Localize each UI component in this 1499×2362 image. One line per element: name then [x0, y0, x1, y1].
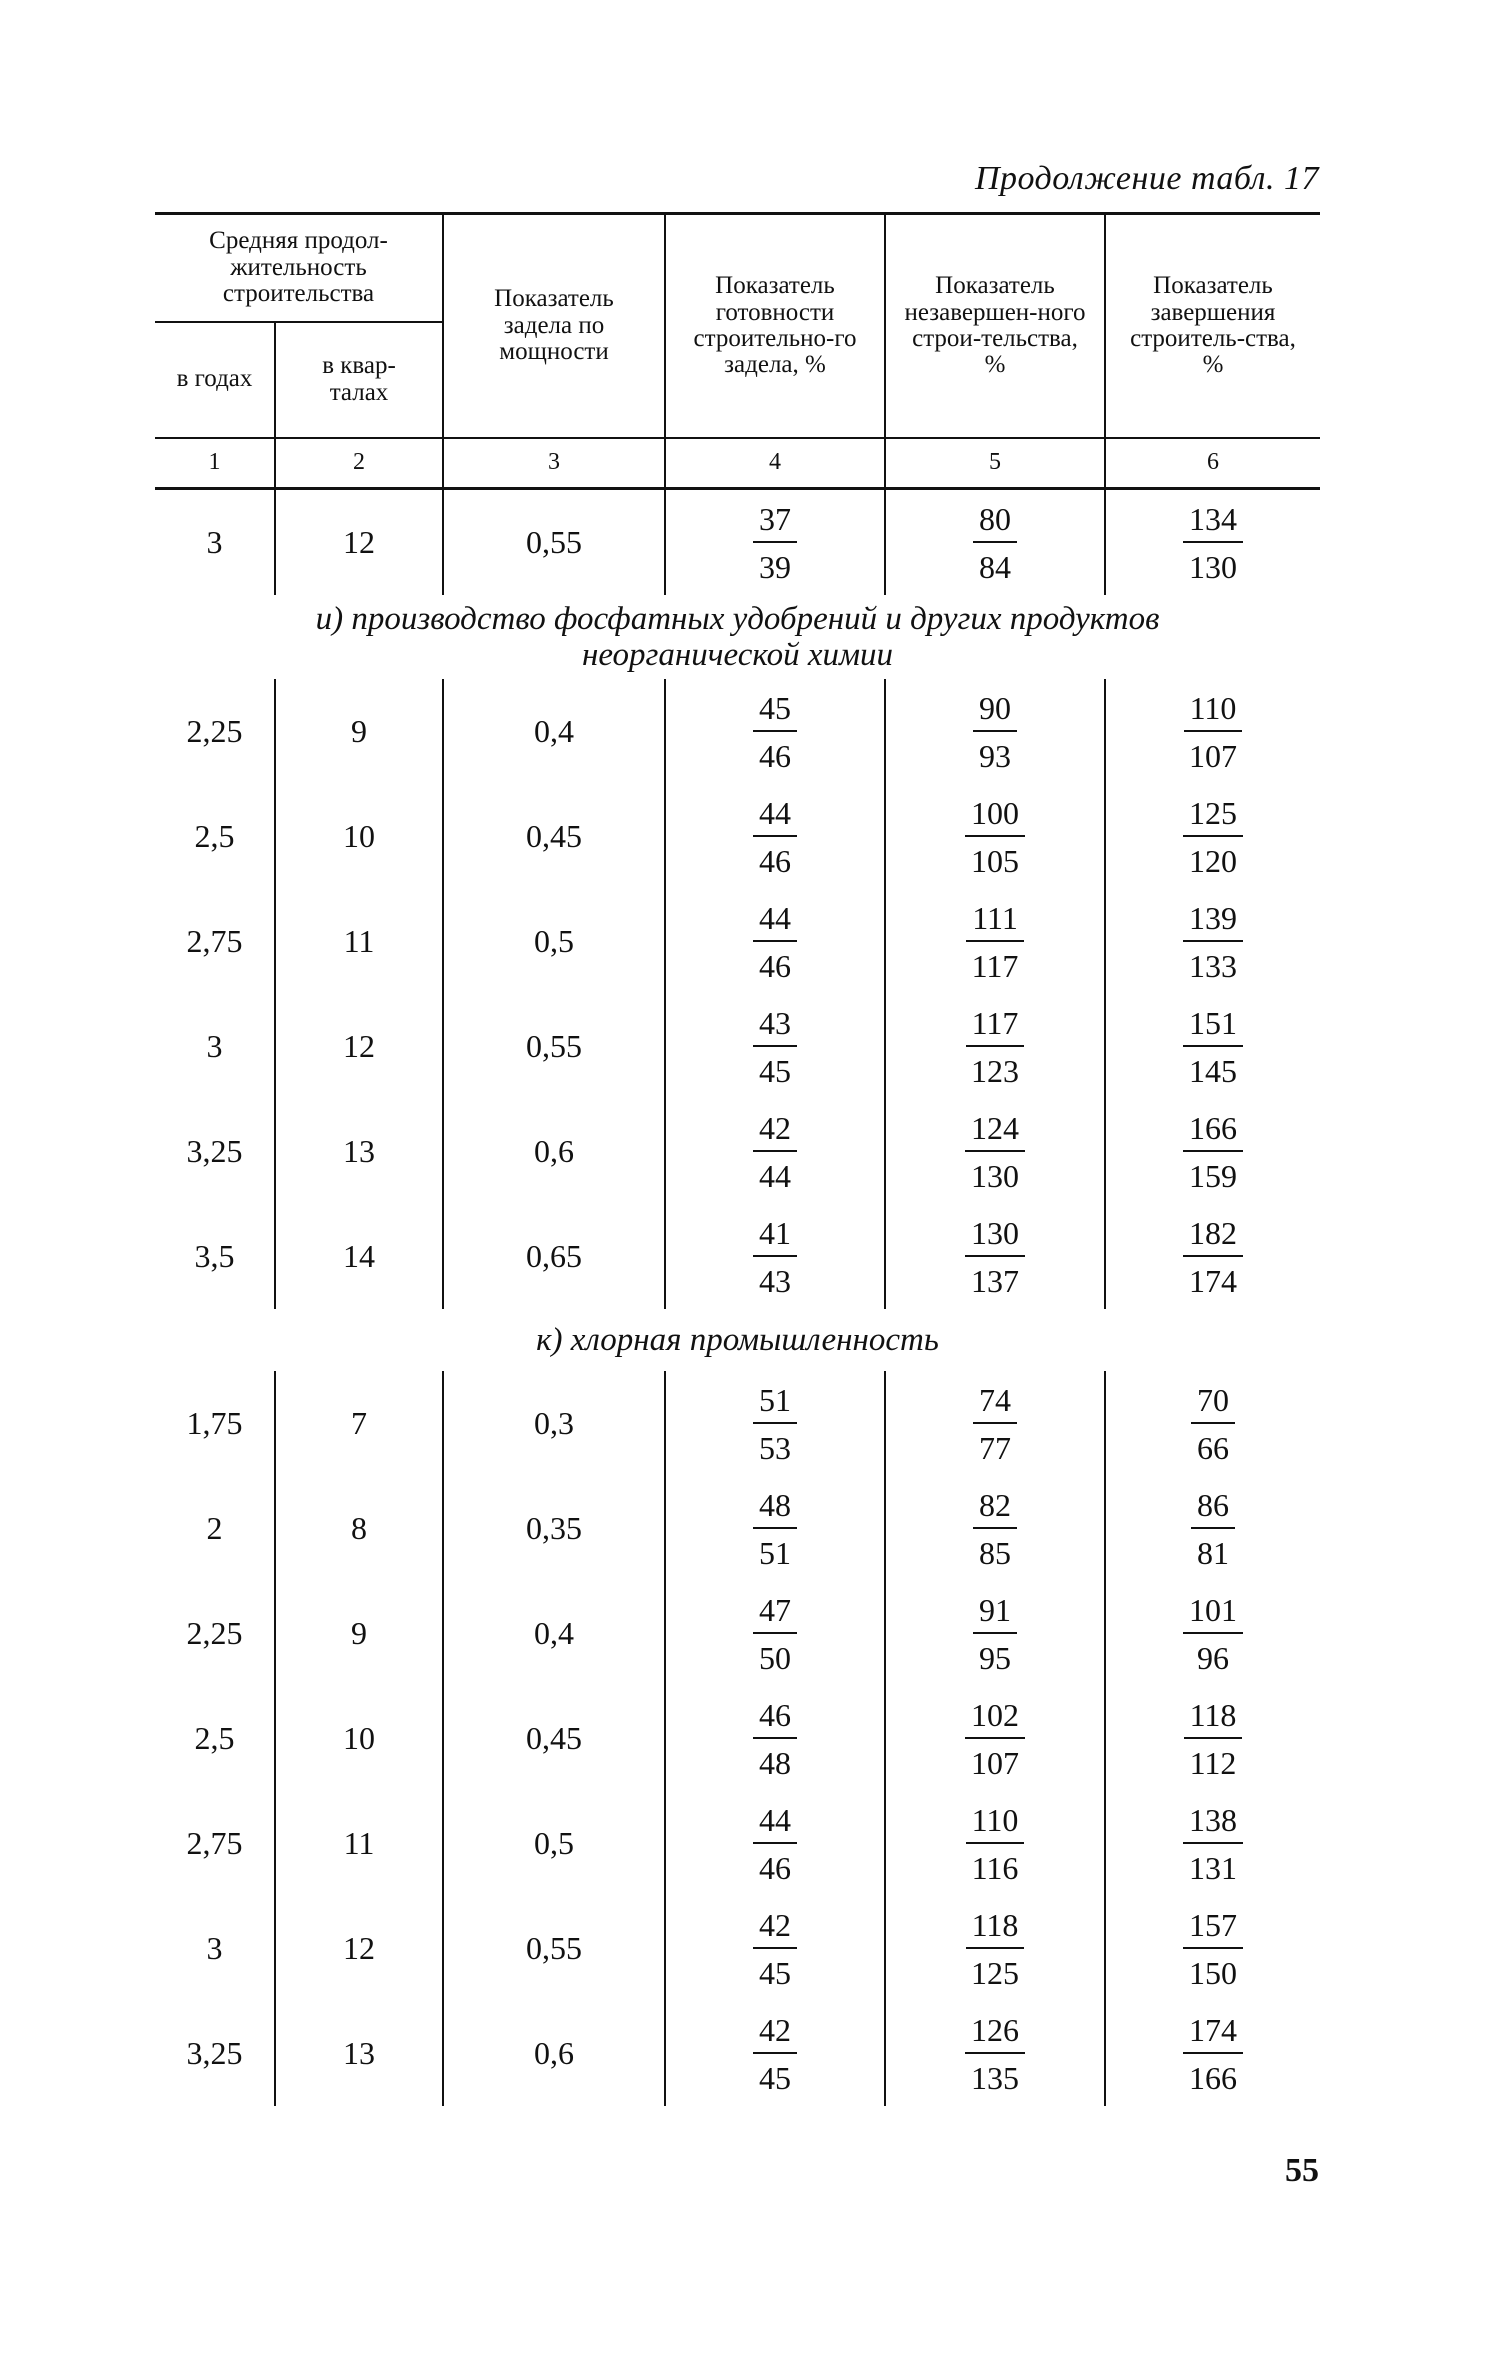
years-cell: 2	[206, 1509, 223, 1546]
denominator: 96	[1197, 1640, 1229, 1676]
numerator: 118	[966, 1905, 1025, 1949]
unfinished-cell	[885, 488, 1105, 595]
unfinished-cell	[885, 889, 1105, 994]
fraction	[1183, 1108, 1243, 1194]
numerator: 45	[753, 688, 797, 732]
denominator: 93	[979, 738, 1011, 774]
unfinished-cell	[885, 679, 1105, 784]
capacity-cell: 0,6	[443, 2001, 665, 2106]
completion-cell	[1105, 1791, 1320, 1896]
fraction	[753, 2010, 797, 2096]
header-readiness: Показатель готовности строительно-го задела, %	[665, 214, 885, 438]
years-cell: 2,25	[186, 1614, 243, 1651]
quarters-cell: 9	[275, 1581, 443, 1686]
fraction	[753, 1800, 797, 1886]
numerator: 138	[1183, 1800, 1243, 1844]
column-number: 3	[443, 438, 665, 489]
header-quarters: в квар-талах	[275, 322, 443, 438]
table-row	[155, 1791, 1320, 1896]
denominator: 81	[1197, 1535, 1229, 1571]
numerator: 134	[1183, 499, 1243, 543]
fraction	[965, 1108, 1025, 1194]
denominator: 130	[1189, 549, 1237, 585]
quarters-cell: 13	[275, 1099, 443, 1204]
denominator: 53	[759, 1430, 791, 1466]
fraction	[965, 2010, 1025, 2096]
years-cell: 3	[206, 523, 223, 560]
unfinished-cell	[885, 1371, 1105, 1476]
numerator: 44	[753, 1800, 797, 1844]
numerator: 110	[1184, 688, 1243, 732]
capacity-cell: 0,45	[443, 784, 665, 889]
quarters-cell: 11	[275, 1791, 443, 1896]
fraction	[965, 1213, 1025, 1299]
fraction	[753, 898, 797, 984]
denominator: 166	[1189, 2060, 1237, 2096]
quarters-cell: 10	[275, 1686, 443, 1791]
capacity-cell: 0,6	[443, 1099, 665, 1204]
quarters-cell: 12	[275, 994, 443, 1099]
data-table	[155, 212, 1320, 2106]
denominator: 130	[971, 1158, 1019, 1194]
denominator: 48	[759, 1745, 791, 1781]
numerator: 74	[973, 1380, 1017, 1424]
readiness-cell	[665, 784, 885, 889]
denominator: 45	[759, 1053, 791, 1089]
numerator: 44	[753, 793, 797, 837]
column-number: 5	[885, 438, 1105, 489]
numerator: 182	[1183, 1213, 1243, 1257]
fraction	[1183, 1003, 1243, 1089]
table-row	[155, 1581, 1320, 1686]
completion-cell	[1105, 889, 1320, 994]
table-row	[155, 2001, 1320, 2106]
quarters-cell: 12	[275, 488, 443, 595]
section-k-title: к) хлорная промышленность	[536, 1321, 939, 1358]
numerator: 42	[753, 1108, 797, 1152]
denominator: 84	[979, 549, 1011, 585]
denominator: 123	[971, 1053, 1019, 1089]
table-row	[155, 1371, 1320, 1476]
numerator: 46	[753, 1695, 797, 1739]
numerator: 86	[1191, 1485, 1235, 1529]
fraction	[1183, 2010, 1243, 2096]
completion-cell	[1105, 1581, 1320, 1686]
completion-cell	[1105, 994, 1320, 1099]
years-cell: 1,75	[186, 1404, 243, 1441]
denominator: 159	[1189, 1158, 1237, 1194]
quarters-cell: 8	[275, 1476, 443, 1581]
quarters-cell: 11	[275, 889, 443, 994]
capacity-cell: 0,5	[443, 1791, 665, 1896]
header-years: в годах	[176, 365, 253, 393]
denominator: 45	[759, 2060, 791, 2096]
fraction	[1184, 1695, 1243, 1781]
years-cell: 3	[206, 1027, 223, 1064]
numerator: 82	[973, 1485, 1017, 1529]
numerator: 44	[753, 898, 797, 942]
denominator: 51	[759, 1535, 791, 1571]
denominator: 131	[1189, 1850, 1237, 1886]
section-i-title: и) производство фосфатных удобрений и других продуктов неорганической химии	[315, 600, 1160, 673]
section-k-body	[155, 1371, 1320, 2106]
completion-cell	[1105, 784, 1320, 889]
years-cell: 2,75	[186, 922, 243, 959]
fraction	[753, 1905, 797, 1991]
fraction	[753, 1003, 797, 1089]
denominator: 46	[759, 1850, 791, 1886]
quarters-cell: 12	[275, 1896, 443, 2001]
unfinished-cell	[885, 1686, 1105, 1791]
readiness-cell	[665, 1099, 885, 1204]
numerator: 166	[1183, 1108, 1243, 1152]
readiness-cell	[665, 1476, 885, 1581]
fraction	[753, 1213, 797, 1299]
completion-cell	[1105, 488, 1320, 595]
numerator: 80	[973, 499, 1017, 543]
numerator: 90	[973, 688, 1017, 732]
numerator: 42	[753, 1905, 797, 1949]
table-row	[155, 1099, 1320, 1204]
readiness-cell	[665, 1791, 885, 1896]
column-number: 1	[155, 438, 275, 489]
denominator: 117	[971, 948, 1019, 984]
fraction	[966, 898, 1025, 984]
unfinished-cell	[885, 1791, 1105, 1896]
numerator: 37	[753, 499, 797, 543]
denominator: 107	[1189, 738, 1237, 774]
unfinished-cell	[885, 1581, 1105, 1686]
column-number: 2	[275, 438, 443, 489]
column-number-row	[155, 438, 1320, 489]
unfinished-cell	[885, 1099, 1105, 1204]
numerator: 111	[966, 898, 1024, 942]
table-row	[155, 1686, 1320, 1791]
readiness-cell	[665, 889, 885, 994]
numerator: 101	[1183, 1590, 1243, 1634]
completion-cell	[1105, 679, 1320, 784]
header-unfinished: Показатель незавершен-ного строи-тельства, %	[885, 214, 1105, 438]
fraction	[1183, 688, 1243, 774]
fraction	[973, 1380, 1017, 1466]
fraction	[1183, 898, 1243, 984]
readiness-cell	[665, 679, 885, 784]
section-heading-row	[155, 1309, 1320, 1371]
unfinished-cell	[885, 1476, 1105, 1581]
denominator: 46	[759, 948, 791, 984]
numerator: 100	[965, 793, 1025, 837]
fraction	[1191, 1380, 1235, 1466]
years-cell: 2,5	[194, 1719, 235, 1756]
fraction	[965, 1695, 1025, 1781]
fraction	[973, 1485, 1017, 1571]
quarters-cell: 10	[275, 784, 443, 889]
table-row	[155, 679, 1320, 784]
numerator: 43	[753, 1003, 797, 1047]
fraction	[753, 1380, 797, 1466]
denominator: 95	[979, 1640, 1011, 1676]
denominator: 150	[1189, 1955, 1237, 1991]
numerator: 130	[965, 1213, 1025, 1257]
readiness-cell	[665, 1371, 885, 1476]
numerator: 125	[1183, 793, 1243, 837]
unfinished-cell	[885, 2001, 1105, 2106]
numerator: 47	[753, 1590, 797, 1634]
header-completion: Показатель завершения строитель-ства, %	[1105, 214, 1320, 438]
denominator: 44	[759, 1158, 791, 1194]
completion-cell	[1105, 1204, 1320, 1309]
fraction	[753, 1590, 797, 1676]
numerator: 118	[1184, 1695, 1243, 1739]
denominator: 137	[971, 1263, 1019, 1299]
unfinished-cell	[885, 1204, 1105, 1309]
section-i-body	[155, 679, 1320, 1309]
header-duration-group: Средняя продол-жительность строительства	[155, 214, 443, 322]
numerator: 117	[966, 1003, 1025, 1047]
readiness-cell	[665, 1686, 885, 1791]
fraction	[973, 688, 1017, 774]
table-row	[155, 784, 1320, 889]
capacity-cell: 0,45	[443, 1686, 665, 1791]
numerator: 139	[1183, 898, 1243, 942]
readiness-cell	[665, 2001, 885, 2106]
readiness-cell	[665, 1204, 885, 1309]
denominator: 39	[759, 549, 791, 585]
numerator: 174	[1183, 2010, 1243, 2054]
unfinished-cell	[885, 784, 1105, 889]
table-continuation-caption: Продолжение табл. 17	[974, 160, 1319, 197]
fraction	[965, 793, 1025, 879]
quarters-cell: 7	[275, 1371, 443, 1476]
fraction	[1183, 1590, 1243, 1676]
table-row	[155, 994, 1320, 1099]
denominator: 135	[971, 2060, 1019, 2096]
fraction	[753, 1485, 797, 1571]
denominator: 133	[1189, 948, 1237, 984]
page-number: 55	[1285, 2152, 1319, 2189]
fraction	[1183, 499, 1243, 585]
years-cell: 2,75	[186, 1824, 243, 1861]
denominator: 105	[971, 843, 1019, 879]
denominator: 45	[759, 1955, 791, 1991]
section-heading-row	[155, 595, 1320, 679]
fraction	[1183, 1800, 1243, 1886]
capacity-cell: 0,55	[443, 488, 665, 595]
denominator: 120	[1189, 843, 1237, 879]
numerator: 41	[753, 1213, 797, 1257]
denominator: 46	[759, 738, 791, 774]
denominator: 50	[759, 1640, 791, 1676]
numerator: 102	[965, 1695, 1025, 1739]
completion-cell	[1105, 1896, 1320, 2001]
fraction	[753, 1108, 797, 1194]
readiness-cell	[665, 994, 885, 1099]
numerator: 126	[965, 2010, 1025, 2054]
completion-cell	[1105, 1686, 1320, 1791]
fraction	[753, 688, 797, 774]
years-cell: 3,25	[186, 2034, 243, 2071]
fraction	[973, 499, 1017, 585]
denominator: 66	[1197, 1430, 1229, 1466]
completion-cell	[1105, 1371, 1320, 1476]
years-cell: 3,5	[194, 1237, 235, 1274]
numerator: 91	[973, 1590, 1017, 1634]
numerator: 48	[753, 1485, 797, 1529]
capacity-cell: 0,55	[443, 1896, 665, 2001]
column-number: 6	[1105, 438, 1320, 489]
fraction	[973, 1590, 1017, 1676]
denominator: 125	[971, 1955, 1019, 1991]
numerator: 151	[1183, 1003, 1243, 1047]
unfinished-cell	[885, 1896, 1105, 2001]
readiness-cell	[665, 1896, 885, 2001]
fraction	[965, 1003, 1025, 1089]
numerator: 42	[753, 2010, 797, 2054]
numerator: 157	[1183, 1905, 1243, 1949]
fraction	[966, 1800, 1025, 1886]
capacity-cell: 0,4	[443, 679, 665, 784]
denominator: 85	[979, 1535, 1011, 1571]
fraction	[965, 1905, 1025, 1991]
quarters-cell: 13	[275, 2001, 443, 2106]
capacity-cell: 0,5	[443, 889, 665, 994]
capacity-cell: 0,3	[443, 1371, 665, 1476]
table-row	[155, 1896, 1320, 2001]
quarters-cell: 14	[275, 1204, 443, 1309]
quarters-cell: 9	[275, 679, 443, 784]
fraction	[753, 499, 797, 585]
fraction	[753, 793, 797, 879]
column-number: 4	[665, 438, 885, 489]
capacity-cell: 0,35	[443, 1476, 665, 1581]
denominator: 174	[1189, 1263, 1237, 1299]
table-row	[155, 1476, 1320, 1581]
denominator: 112	[1189, 1745, 1237, 1781]
denominator: 46	[759, 843, 791, 879]
fraction	[1183, 1905, 1243, 1991]
header-capacity: Показатель задела по мощности	[443, 214, 665, 438]
denominator: 43	[759, 1263, 791, 1299]
completion-cell	[1105, 1476, 1320, 1581]
table-row	[155, 1204, 1320, 1309]
numerator: 51	[753, 1380, 797, 1424]
fraction	[1191, 1485, 1235, 1571]
denominator: 107	[971, 1745, 1019, 1781]
table-row	[155, 889, 1320, 994]
unfinished-cell	[885, 994, 1105, 1099]
table-row	[155, 488, 1320, 595]
completion-cell	[1105, 2001, 1320, 2106]
years-cell: 3,25	[186, 1132, 243, 1169]
years-cell: 3	[206, 1929, 223, 1966]
capacity-cell: 0,55	[443, 994, 665, 1099]
denominator: 145	[1189, 1053, 1237, 1089]
readiness-cell	[665, 1581, 885, 1686]
numerator: 124	[965, 1108, 1025, 1152]
capacity-cell: 0,65	[443, 1204, 665, 1309]
denominator: 116	[971, 1850, 1019, 1886]
completion-cell	[1105, 1099, 1320, 1204]
numerator: 70	[1191, 1380, 1235, 1424]
numerator: 110	[966, 1800, 1025, 1844]
capacity-cell: 0,4	[443, 1581, 665, 1686]
denominator: 77	[979, 1430, 1011, 1466]
years-cell: 2,5	[194, 817, 235, 854]
fraction	[1183, 793, 1243, 879]
years-cell: 2,25	[186, 712, 243, 749]
fraction	[753, 1695, 797, 1781]
readiness-cell	[665, 488, 885, 595]
fraction	[1183, 1213, 1243, 1299]
